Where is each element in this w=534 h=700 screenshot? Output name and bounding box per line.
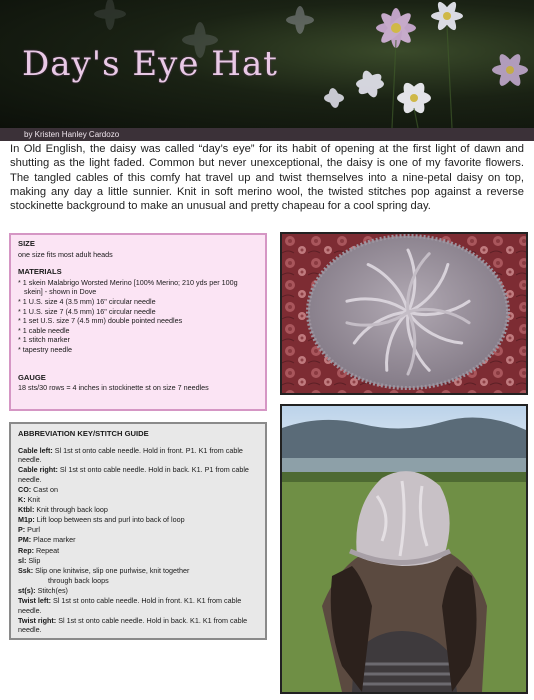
materials-item: * tapestry needle: [18, 344, 72, 354]
materials-item: * 1 skein Malabrigo Worsted Merino [100% Merino; 210 yds per 100g skein] - shown in Dove: [18, 277, 238, 297]
abbreviation-item: Cable left: Sl 1st st onto cable needle. Hold in front. P1. K1 from cable needle.: [18, 445, 243, 465]
materials-item: * 1 set U.S. size 7 (4.5 mm) double pointed needles: [18, 316, 183, 326]
size-heading: SIZE: [18, 239, 35, 248]
abbreviation-item: Rep: Repeat: [18, 545, 60, 555]
abbreviation-item: Ktbl: Knit through back loop: [18, 505, 108, 515]
materials-item: * 1 U.S. size 4 (3.5 mm) 16" circular needle: [18, 296, 156, 306]
abbreviation-item: st(s): Stitch(es): [18, 585, 68, 595]
abbreviation-key-box: [9, 422, 267, 640]
materials-heading: MATERIALS: [18, 267, 62, 277]
page-title: Day's Eye Hat: [22, 44, 278, 84]
size-text: one size fits most adult heads: [18, 249, 113, 259]
abbreviation-item: P: Purl: [18, 525, 40, 535]
abbreviation-item-continuation: through back loops: [48, 575, 109, 585]
abbreviation-item: Cable right: Sl 1st st onto cable needle. Hold in back. K1. P1 from cable needle.: [18, 465, 249, 484]
abbreviation-item: PM: Place marker: [18, 535, 76, 545]
hat-worn-photo: [280, 404, 528, 694]
abbreviation-item: CO: Cast on: [18, 484, 58, 494]
abbreviation-item: Twist left: Sl 1st st onto cable needle. Hold in front. K1. K1 from cable needle.: [18, 596, 242, 615]
abbreviation-item: Twist right: Sl 1st st onto cable needle. Hold in back. K1. K1 from cable needle.: [18, 615, 248, 635]
materials-item: * 1 stitch marker: [18, 335, 70, 345]
materials-item: * 1 cable needle: [18, 325, 70, 335]
materials-item: * 1 U.S. size 7 (4.5 mm) 16" circular needle: [18, 306, 156, 316]
abbreviation-heading: ABBREVIATION KEY/STITCH GUIDE: [18, 429, 149, 438]
gauge-text: 18 sts/30 rows = 4 inches in stockinette st on size 7 needles: [18, 383, 209, 393]
gauge-heading: GAUGE: [18, 372, 46, 382]
header-banner: [0, 0, 534, 128]
byline-bar: [0, 128, 534, 141]
abbreviation-item: K: Knit: [18, 495, 40, 505]
hat-top-view-photo: [280, 232, 528, 395]
abbreviation-item: Ssk: Slip one knitwise, slip one purlwise, knit together: [18, 565, 190, 575]
abbreviation-item: M1p: Lift loop between sts and purl into back of loop: [18, 515, 185, 525]
pattern-specs-box: [9, 233, 267, 411]
intro-paragraph: In Old English, the daisy was called “day’s eye” for its habit of opening at the first light of dawn and shutting as the light faded. Common but never unexceptional, the daisy is one of my favorite flowers. The tangled cables of this comfy hat travel up and twist themselves into a nine-petal daisy on top, making any day a little sunnier. Knit in soft merino wool, the twisted stitches pop against a reverse stockinette background to make an unusual and pretty chapeau for a cool spring day.: [10, 143, 524, 213]
author-byline: by Kristen Hanley Cardozo: [24, 130, 120, 139]
abbreviation-item: sl: Slip: [18, 555, 41, 565]
